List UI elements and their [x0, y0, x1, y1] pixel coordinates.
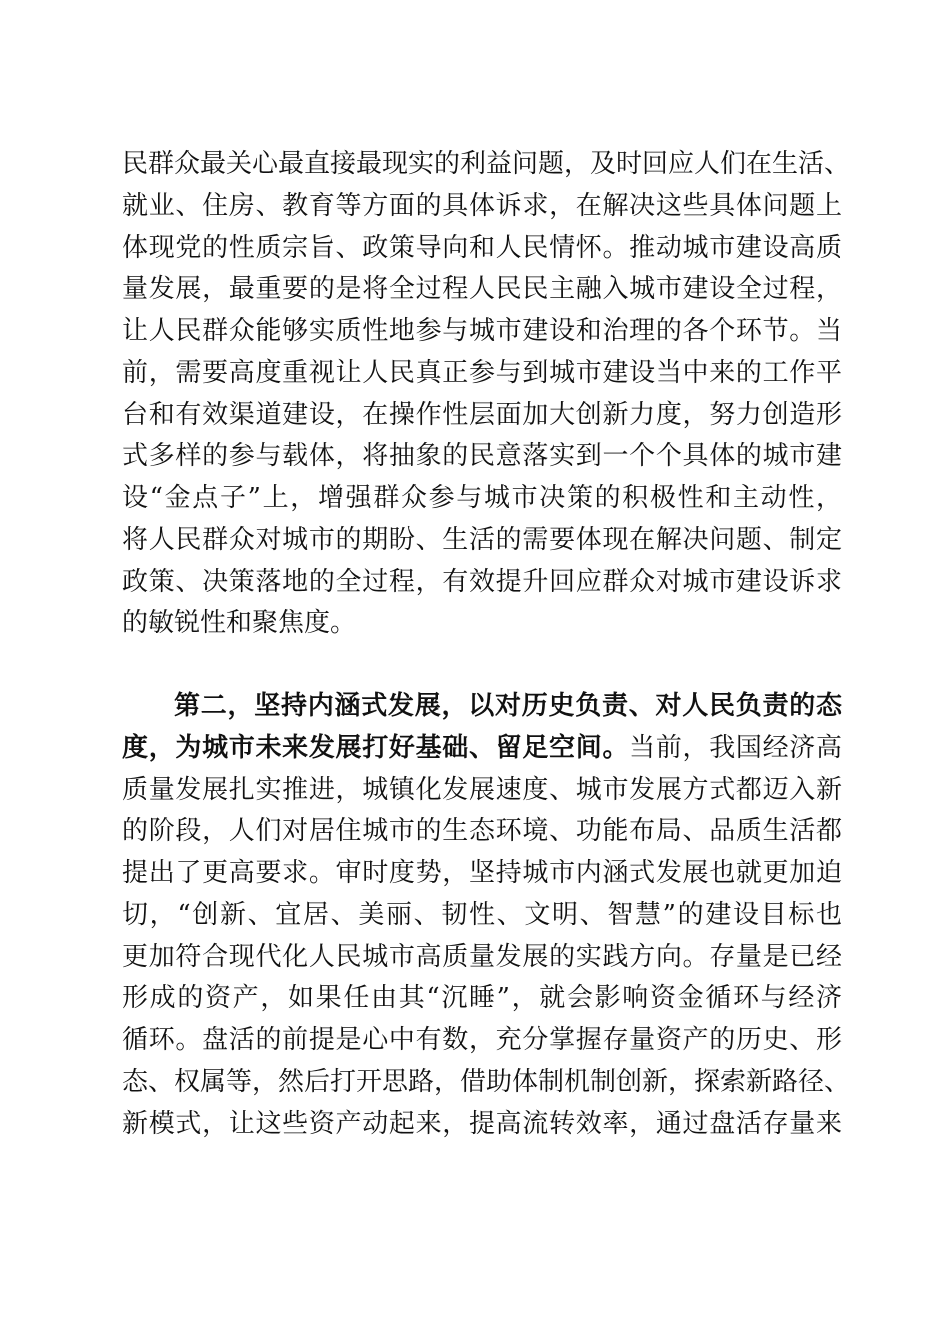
text-line: 设“金点子”上，增强群众参与城市决策的积极性和主动性， — [122, 483, 842, 513]
text-line: 体现党的性质宗旨、政策导向和人民情怀。推动城市建设高质 — [122, 232, 842, 263]
text-line: 就业、住房、教育等方面的具体诉求，在解决这些具体问题上 — [122, 190, 842, 221]
text-line: 的阶段，人们对居住城市的生态环境、功能布局、品质生活都 — [122, 816, 842, 847]
text-line: 让人民群众能够实质性地参与城市建设和治理的各个环节。当 — [122, 316, 842, 346]
text-line: 提出了更高要求。审时度势，坚持城市内涵式发展也就更加迫 — [122, 858, 842, 888]
section-heading-end: 度，为城市未来发展打好基础、留足空间。 — [122, 732, 630, 763]
text-line: 政策、决策落地的全过程，有效提升回应群众对城市建设诉求 — [122, 566, 842, 597]
text-run: 当前，我国经济高 — [629, 732, 842, 763]
text-line: 前，需要高度重视让人民真正参与到城市建设当中来的工作平 — [122, 357, 842, 388]
text-line: 量发展，最重要的是将全过程人民民主融入城市建设全过程， — [122, 274, 842, 305]
text-line: 将人民群众对城市的期盼、生活的需要体现在解决问题、制定 — [122, 524, 842, 555]
text-line: 更加符合现代化人民城市高质量发展的实践方向。存量是已经 — [122, 941, 842, 972]
text-line: 民群众最关心最直接最现实的利益问题，及时回应人们在生活、 — [122, 149, 851, 179]
paragraph-2 — [122, 686, 851, 1145]
text-line: 台和有效渠道建设，在操作性层面加大创新力度，努力创造形 — [122, 399, 842, 430]
text-line: 切，“创新、宜居、美丽、韧性、文明、智慧”的建设目标也 — [122, 899, 842, 930]
text-line: 态、权属等，然后打开思路，借助体制机制创新，探索新路径、 — [122, 1066, 851, 1097]
paragraph-1 — [122, 144, 851, 645]
text-line: 质量发展扎实推进，城镇化发展速度、城市发展方式都迈入新 — [122, 774, 842, 805]
text-line: 形成的资产，如果任由其“沉睡”，就会影响资金循环与经济 — [122, 983, 842, 1014]
section-heading-line-mixed — [122, 728, 842, 770]
text-line: 式多样的参与载体，将抽象的民意落实到一个个具体的城市建 — [122, 441, 842, 472]
text-line: 的敏锐性和聚焦度。 — [122, 608, 357, 639]
section-heading-line: 第二，坚持内涵式发展，以对历史负责、对人民负责的态 — [174, 691, 842, 721]
text-line: 新模式，让这些资产动起来，提高流转效率，通过盘活存量来 — [122, 1108, 842, 1139]
text-line: 循环。盘活的前提是心中有数，充分掌握存量资产的历史、形 — [122, 1025, 842, 1055]
